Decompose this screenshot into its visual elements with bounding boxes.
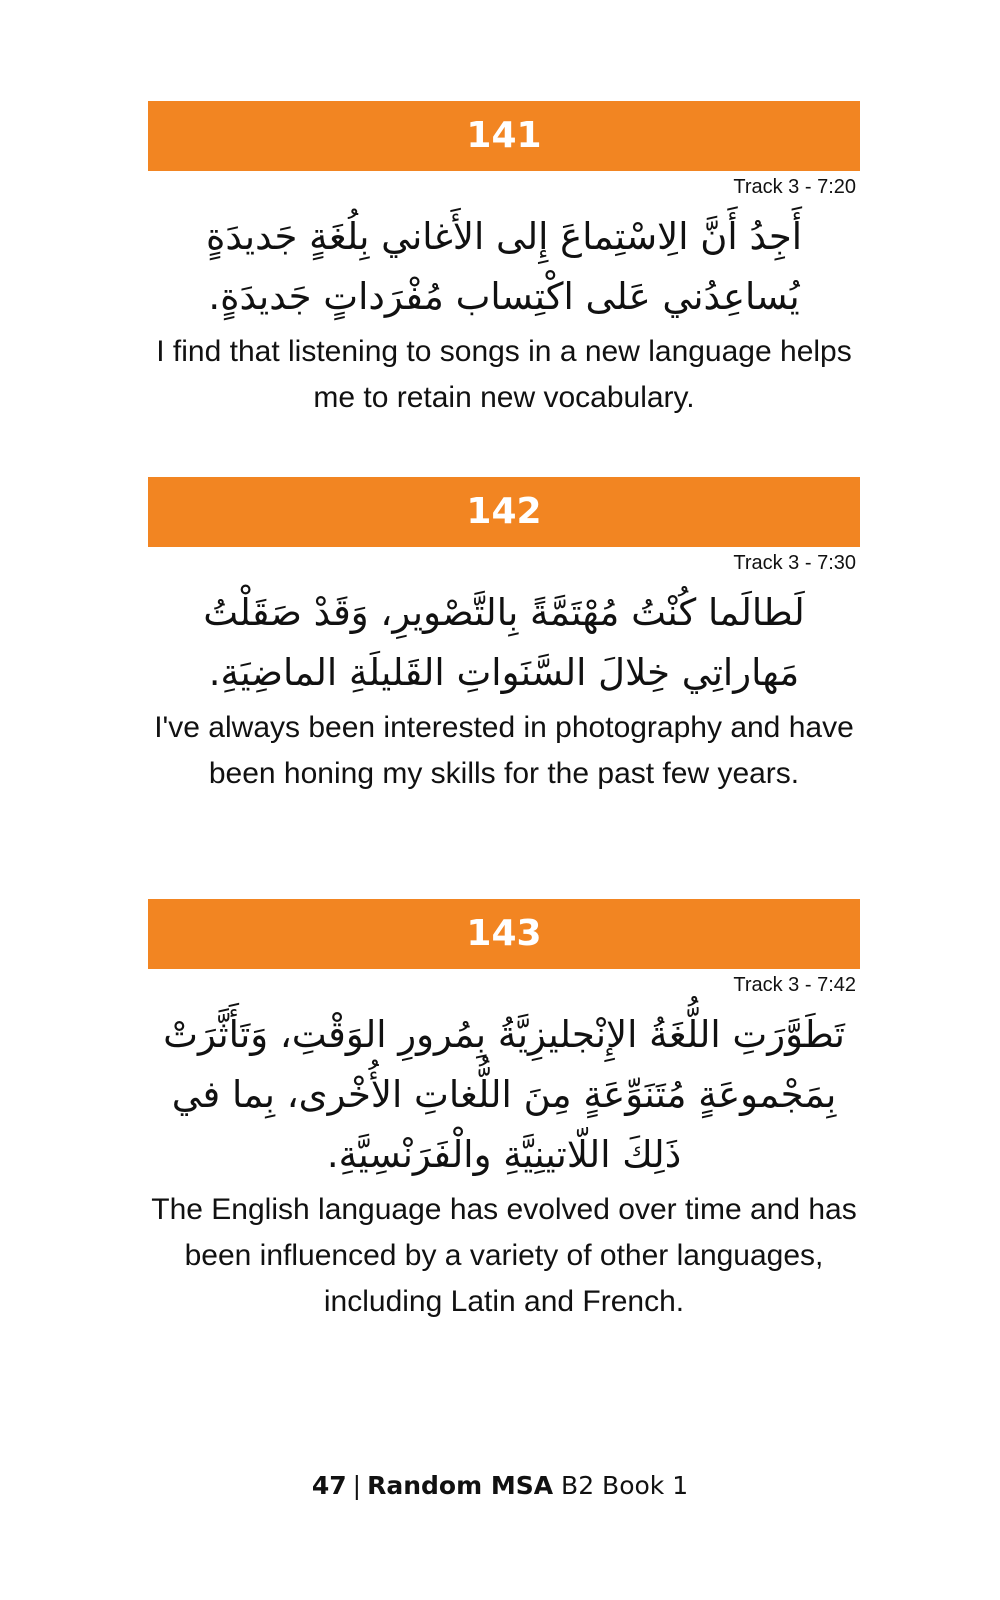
entry-number-header: 143 — [148, 899, 860, 969]
page-footer — [0, 1470, 1000, 1502]
english-translation: The English language has evolved over time and has been influenced by a variety of other languages, including Latin and French. — [151, 1193, 857, 1318]
page-number: 47 — [311, 1471, 347, 1500]
arabic-sentence: أَجِدُ أَنَّ الِاسْتِماعَ إِلى الأَغاني بِلُغَةٍ جَديدَةٍ يُساعِدُني عَلى اكْتِساب مُفْرَداتٍ جَديدَةٍ. — [205, 215, 803, 318]
footer-separator: | — [352, 1471, 362, 1500]
track-label: Track 3 - 7:20 — [733, 176, 856, 198]
entry-number-header: 142 — [148, 477, 860, 547]
book-subtitle: B2 Book 1 — [561, 1471, 689, 1500]
entry-143 — [148, 899, 860, 1325]
entry-141 — [148, 101, 860, 421]
english-translation: I find that listening to songs in a new language helps me to retain new vocabulary. — [156, 335, 852, 414]
book-title: Random MSA — [367, 1471, 554, 1500]
track-label: Track 3 - 7:42 — [733, 974, 856, 996]
entry-number-header: 141 — [148, 101, 860, 171]
arabic-sentence: تَطَوَّرَتِ اللُّغَةُ الإِنْجليزِيَّةُ بِمُرورِ الوَقْتِ، وَتَأَثَّرَتْ بِمَجْموعَةٍ مُتَنَوِّعَةٍ مِنَ اللُّغاتِ الأُخْرى، بِما في ذَلِكَ اللّاتينِيَّةِ والْفَرَنْسِيَّةِ. — [163, 1013, 845, 1176]
english-translation: I've always been interested in photography and have been honing my skills for the past few years. — [154, 711, 854, 790]
track-label: Track 3 - 7:30 — [733, 552, 856, 574]
arabic-sentence: لَطالَما كُنْتُ مُهْتَمَّةً بِالتَّصْويرِ، وَقَدْ صَقَلْتُ مَهاراتِي خِلالَ السَّنَواتِ القَليلَةِ الماضِيَةِ. — [203, 591, 805, 694]
entry-142 — [148, 477, 860, 797]
